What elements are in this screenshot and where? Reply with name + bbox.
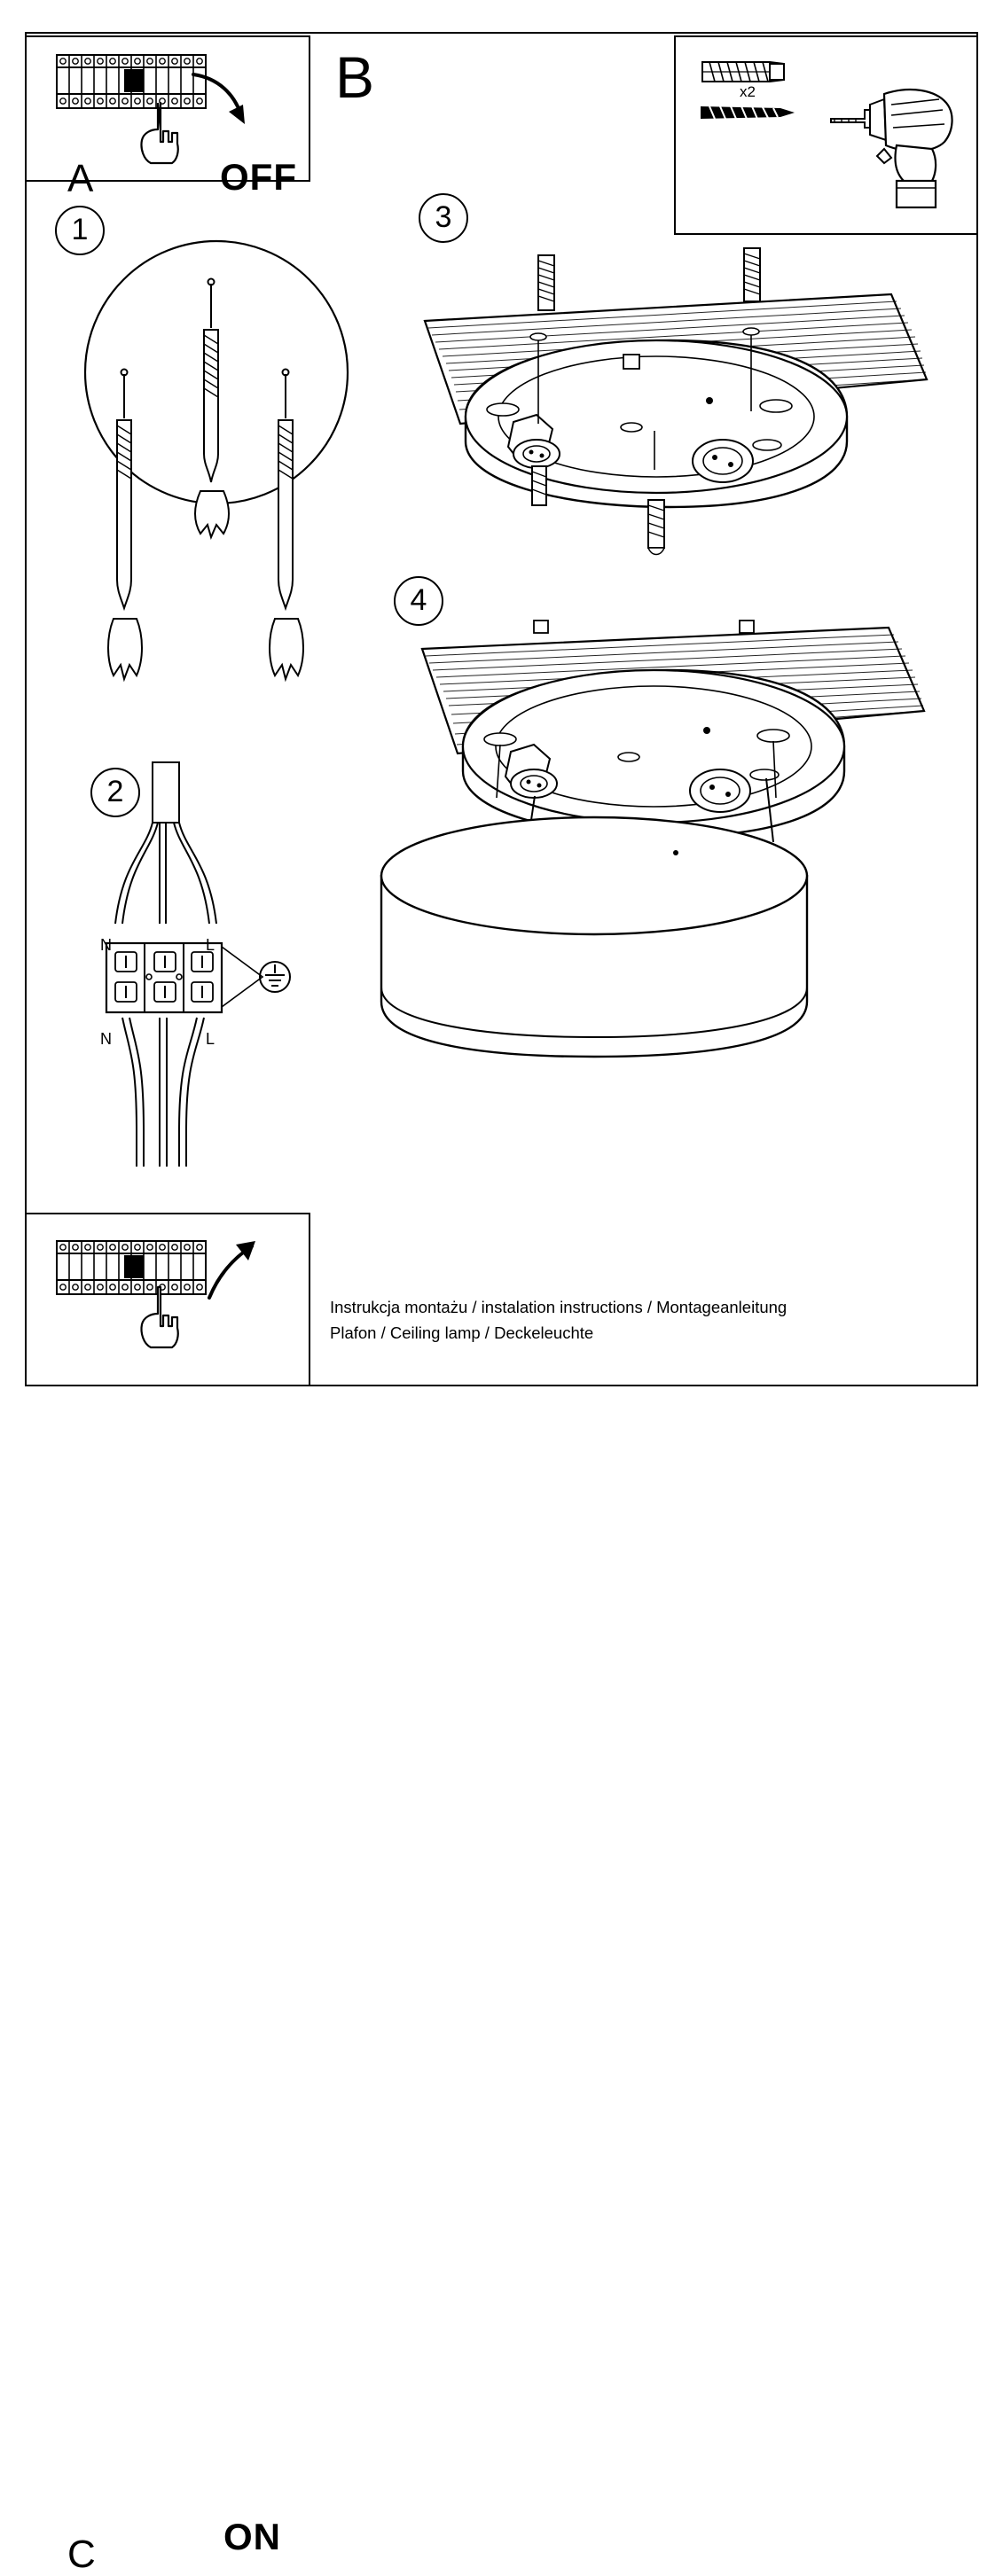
step-number-3: 3 (419, 193, 468, 243)
caption-line-1: Instrukcja montażu / instalation instructions / Montageanleitung (330, 1298, 788, 1316)
earth-ground-icon (260, 962, 290, 992)
panel-a-letter: A (67, 157, 94, 200)
panel-c-action-label: ON (223, 2516, 281, 2557)
hand-pointing-icon (131, 98, 193, 168)
panel-c-power-on (25, 1213, 310, 2576)
caption-line-2: Plafon / Ceiling lamp / Deckeleuchte (330, 1323, 594, 1342)
hardware-quantity-label: x2 (740, 83, 756, 100)
step-4-diagram-attach-shade (372, 621, 976, 1055)
arrow-down-curved-icon (188, 69, 259, 140)
terminal-label-live-top: L (206, 936, 215, 954)
step-number-4: 4 (394, 576, 443, 626)
panel-a-power-off (25, 35, 310, 200)
step-3-diagram-mount-base-plate (404, 248, 953, 576)
hand-pointing-icon (131, 1282, 193, 1353)
step-2-diagram-terminal-wiring (98, 759, 293, 1175)
power-drill-icon (822, 64, 964, 223)
wood-screw-icon (695, 99, 802, 126)
screw-icon (744, 248, 760, 301)
terminal-label-live-bottom: L (206, 1030, 215, 1048)
tools-and-hardware-panel (674, 35, 978, 235)
panel-b-letter: B (335, 44, 375, 110)
panel-c-letter: C (67, 2533, 96, 2576)
lamp-socket-icon (693, 440, 753, 482)
lamp-socket-icon (690, 769, 750, 812)
panel-a-action-label: OFF (220, 156, 297, 198)
arrow-up-curved-icon (192, 1234, 263, 1305)
step-1-diagram-drill-and-plug (69, 232, 371, 746)
step-number-1: 1 (55, 206, 105, 255)
terminal-label-neutral-top: N (100, 936, 112, 954)
screw-icon (538, 255, 554, 310)
step-number-2: 2 (90, 768, 140, 817)
caption-block (330, 1294, 787, 1346)
terminal-label-neutral-bottom: N (100, 1030, 112, 1048)
